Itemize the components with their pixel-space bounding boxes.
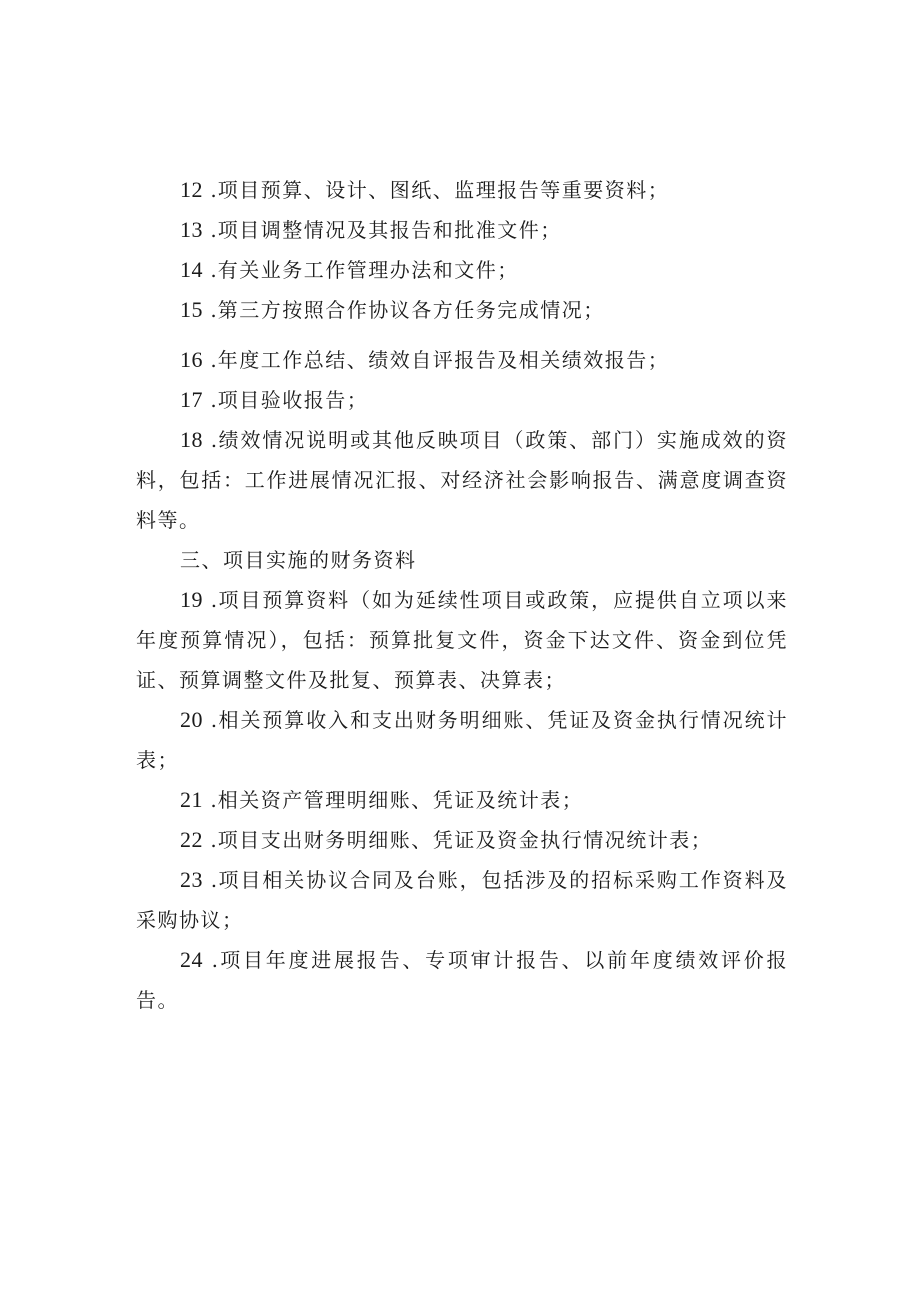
list-item-18: [136, 420, 788, 540]
item-text: 项目支出财务明细账、凭证及资金执行情况统计表；: [217, 828, 713, 852]
list-item-15: [136, 290, 788, 330]
item-separator: .: [203, 588, 219, 612]
item-number: 19: [180, 587, 203, 612]
item-separator: .: [203, 178, 218, 202]
list-item-19: [136, 580, 788, 700]
item-text: 项目验收报告；: [217, 388, 369, 412]
item-separator: .: [203, 348, 218, 372]
item-number: 12: [180, 177, 203, 202]
item-number: 22: [180, 827, 203, 852]
item-number: 24: [180, 947, 203, 972]
item-number: 23: [180, 867, 203, 892]
list-item-21: [136, 780, 788, 820]
item-text: 相关资产管理明细账、凭证及统计表；: [217, 788, 584, 812]
item-number: 17: [180, 387, 203, 412]
list-item-13: [136, 210, 788, 250]
item-separator: .: [203, 428, 219, 452]
list-item-20: [136, 700, 788, 780]
item-separator: .: [203, 788, 218, 812]
item-text: 有关业务工作管理办法和文件；: [217, 258, 519, 282]
item-text: 项目相关协议合同及台账，包括涉及的招标采购工作资料及采购协议；: [136, 868, 789, 932]
item-number: 18: [180, 427, 203, 452]
item-text: 项目预算资料（如为延续性项目或政策，应提供自立项以来年度预算情况），包括：预算批复文件，资金下达文件、资金到位凭证、预算调整文件及批复、预算表、决算表；: [136, 588, 789, 692]
item-separator: .: [203, 298, 218, 322]
item-separator: .: [203, 948, 219, 972]
document-body: [136, 170, 788, 1020]
item-number: 14: [180, 257, 203, 282]
list-item-23: [136, 860, 788, 940]
list-item-16: [136, 340, 788, 380]
item-separator: .: [203, 708, 219, 732]
list-item-22: [136, 820, 788, 860]
list-item-17: [136, 380, 788, 420]
item-number: 13: [180, 217, 203, 242]
item-separator: .: [203, 388, 218, 412]
section-heading: 三、项目实施的财务资料: [180, 548, 417, 572]
item-text: 年度工作总结、绩效自评报告及相关绩效报告；: [217, 348, 670, 372]
list-item-12: [136, 170, 788, 210]
item-number: 20: [180, 707, 203, 732]
item-separator: .: [203, 218, 218, 242]
item-separator: .: [203, 868, 219, 892]
item-number: 21: [180, 787, 203, 812]
item-separator: .: [203, 258, 218, 282]
item-number: 16: [180, 347, 203, 372]
item-text: 绩效情况说明或其他反映项目（政策、部门）实施成效的资料，包括：工作进展情况汇报、对经济社会影响报告、满意度调查资料等。: [136, 428, 789, 532]
item-text: 相关预算收入和支出财务明细账、凭证及资金执行情况统计表；: [136, 708, 789, 772]
item-separator: .: [203, 828, 218, 852]
item-number: 15: [180, 297, 203, 322]
item-text: 项目预算、设计、图纸、监理报告等重要资料；: [217, 178, 670, 202]
item-text: 第三方按照合作协议各方任务完成情况；: [217, 298, 605, 322]
list-item-14: [136, 250, 788, 290]
item-text: 项目调整情况及其报告和批准文件；: [217, 218, 562, 242]
item-text: 项目年度进展报告、专项审计报告、以前年度绩效评价报告。: [136, 948, 789, 1012]
list-item-24: [136, 940, 788, 1020]
